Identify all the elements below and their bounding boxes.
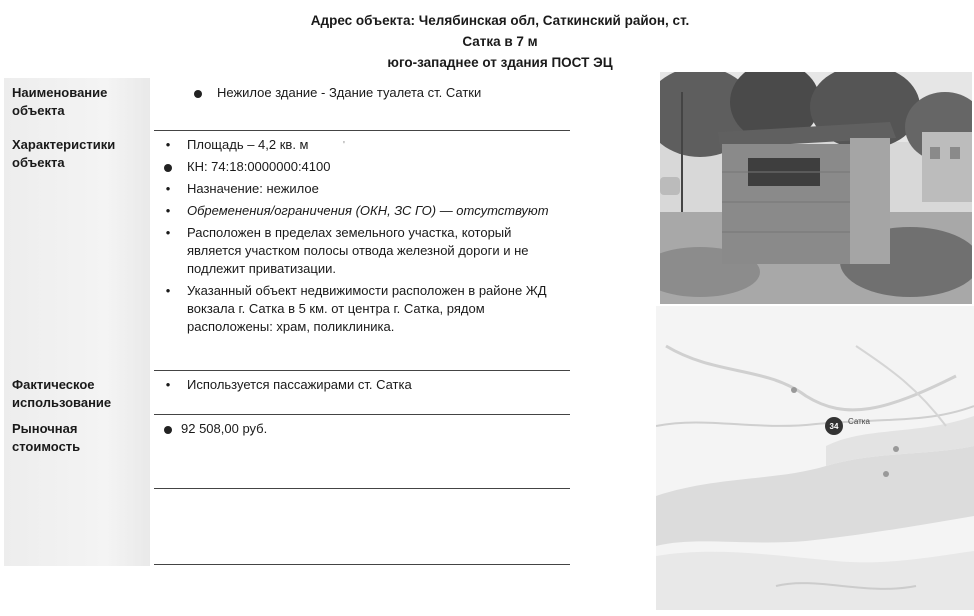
row-content [189,84,594,106]
bullet-icon: • [165,225,171,240]
list-item [159,202,564,220]
bullet-icon: • [165,283,171,298]
row-content [159,136,564,340]
row-divider [154,488,570,489]
row-object-name [4,78,570,130]
row-label: Наименование объекта [12,85,108,118]
list-item [159,136,564,154]
item-text: Расположен в пределах земельного участка, который является участком полосы отвода железной дороги и не подлежит приватизации. [187,225,529,276]
address-line-1: Адрес объекта: Челябинская обл, Саткинский район, ст. Сатка в 7 м [310,13,690,49]
station-label: Сатка [848,417,870,426]
list-item [161,420,566,438]
list-item [189,84,594,102]
row-characteristics [4,130,570,370]
list-item [159,282,564,336]
row-label: Характеристики объекта [12,137,116,170]
bullet-icon: • [165,203,171,218]
row-market-value [4,414,570,564]
list-item [159,180,564,198]
item-text: Нежилое здание - Здание туалета ст. Сатки [217,85,482,100]
bullet-dot-icon [161,158,175,176]
document-header [290,10,710,73]
item-text: Назначение: нежилое [187,181,319,196]
row-content [161,420,566,442]
bullet-icon: • [165,377,171,392]
item-text: Обременения/ограничения (ОКН, ЗС ГО) — отсутствуют [187,203,549,218]
item-text: 92 508,00 руб. [181,421,268,436]
table-bottom-line [154,564,570,565]
scan-speck: ' [343,140,345,151]
item-text: Указанный объект недвижимости расположен в районе ЖД вокзала г. Сатка в 5 км. от центра г. Сатка, рядом расположены: храм, поликлиника. [187,283,547,334]
bullet-icon: • [165,181,171,196]
station-badge: 34 [829,422,839,431]
list-item [159,376,564,394]
list-item [159,158,564,176]
bullet-dot-icon [161,420,175,438]
row-actual-usage [4,370,570,414]
row-label: Фактическое использование [12,377,112,410]
building-photo-drawing [660,72,972,304]
row-label: Рыночная стоимость [12,421,81,454]
item-text: Площадь – 4,2 кв. м [187,137,309,152]
map-drawing [656,306,974,610]
location-map [656,306,974,610]
item-text: КН: 74:18:0000000:4100 [187,159,331,174]
row-content [159,376,564,398]
bullet-icon: • [165,137,171,152]
bullet-dot-icon [191,84,205,102]
list-item [159,224,564,278]
item-text: Используется пассажирами ст. Сатка [187,377,412,392]
address-line-2: юго-западнее от здания ПОСТ ЭЦ [387,55,613,70]
building-photo [660,72,972,304]
